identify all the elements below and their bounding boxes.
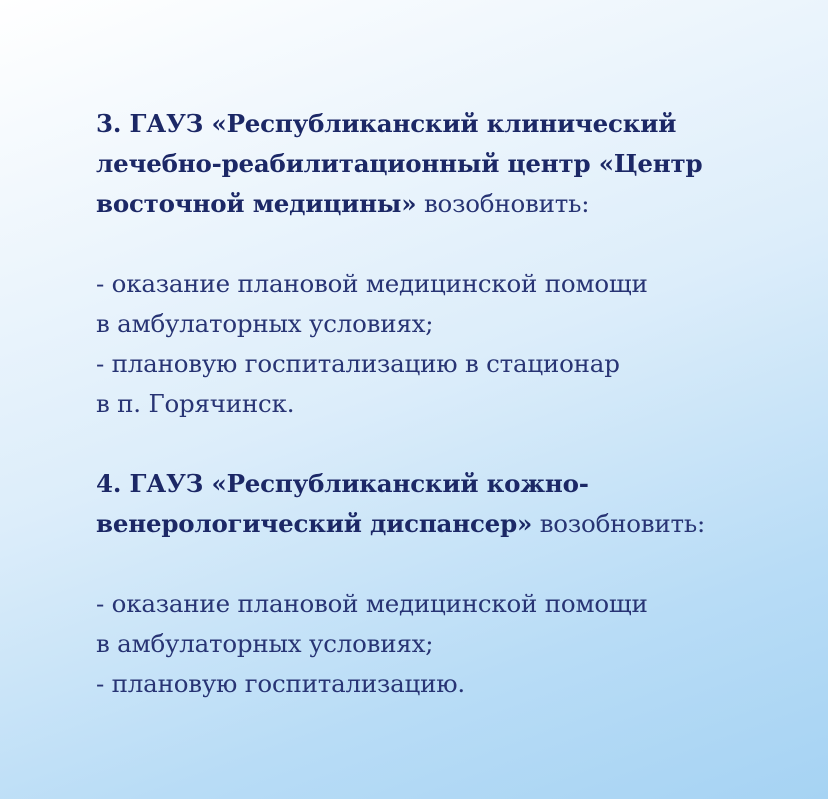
section-3-heading-line-2: лечебно-реабилитационный центр «Центр [96, 149, 703, 178]
section-4-heading-line-1: 4. ГАУЗ «Республиканский кожно- [96, 469, 589, 498]
section-3-heading-line-3-bold: восточной медицины» [96, 189, 417, 218]
section-3-item-line-3: - плановую госпитализацию в стационар [96, 349, 620, 378]
spacer [96, 544, 796, 584]
section-3-heading-line-3 [96, 184, 796, 224]
section-4-item-line-2: в амбулаторных условиях; [96, 629, 434, 658]
section-4-item-line-3: - плановую госпитализацию. [96, 669, 465, 698]
section-3-item-line-4: в п. Горячинск. [96, 389, 295, 418]
section-3-item-line-2: в амбулаторных условиях; [96, 309, 434, 338]
section-4-heading-line-2 [96, 504, 796, 544]
section-4-heading-suffix: возобновить: [532, 509, 706, 538]
spacer [96, 424, 796, 464]
section-3 [96, 104, 796, 424]
spacer [96, 224, 796, 264]
section-3-heading-line-1: 3. ГАУЗ «Республиканский клинический [96, 109, 677, 138]
announcement-text [96, 104, 796, 704]
section-4-item-line-1: - оказание плановой медицинской помощи [96, 589, 648, 618]
section-4 [96, 464, 796, 704]
section-3-item-line-1: - оказание плановой медицинской помощи [96, 269, 648, 298]
section-3-heading-suffix: возобновить: [416, 189, 590, 218]
section-4-heading-line-2-bold: венерологический диспансер» [96, 509, 533, 538]
